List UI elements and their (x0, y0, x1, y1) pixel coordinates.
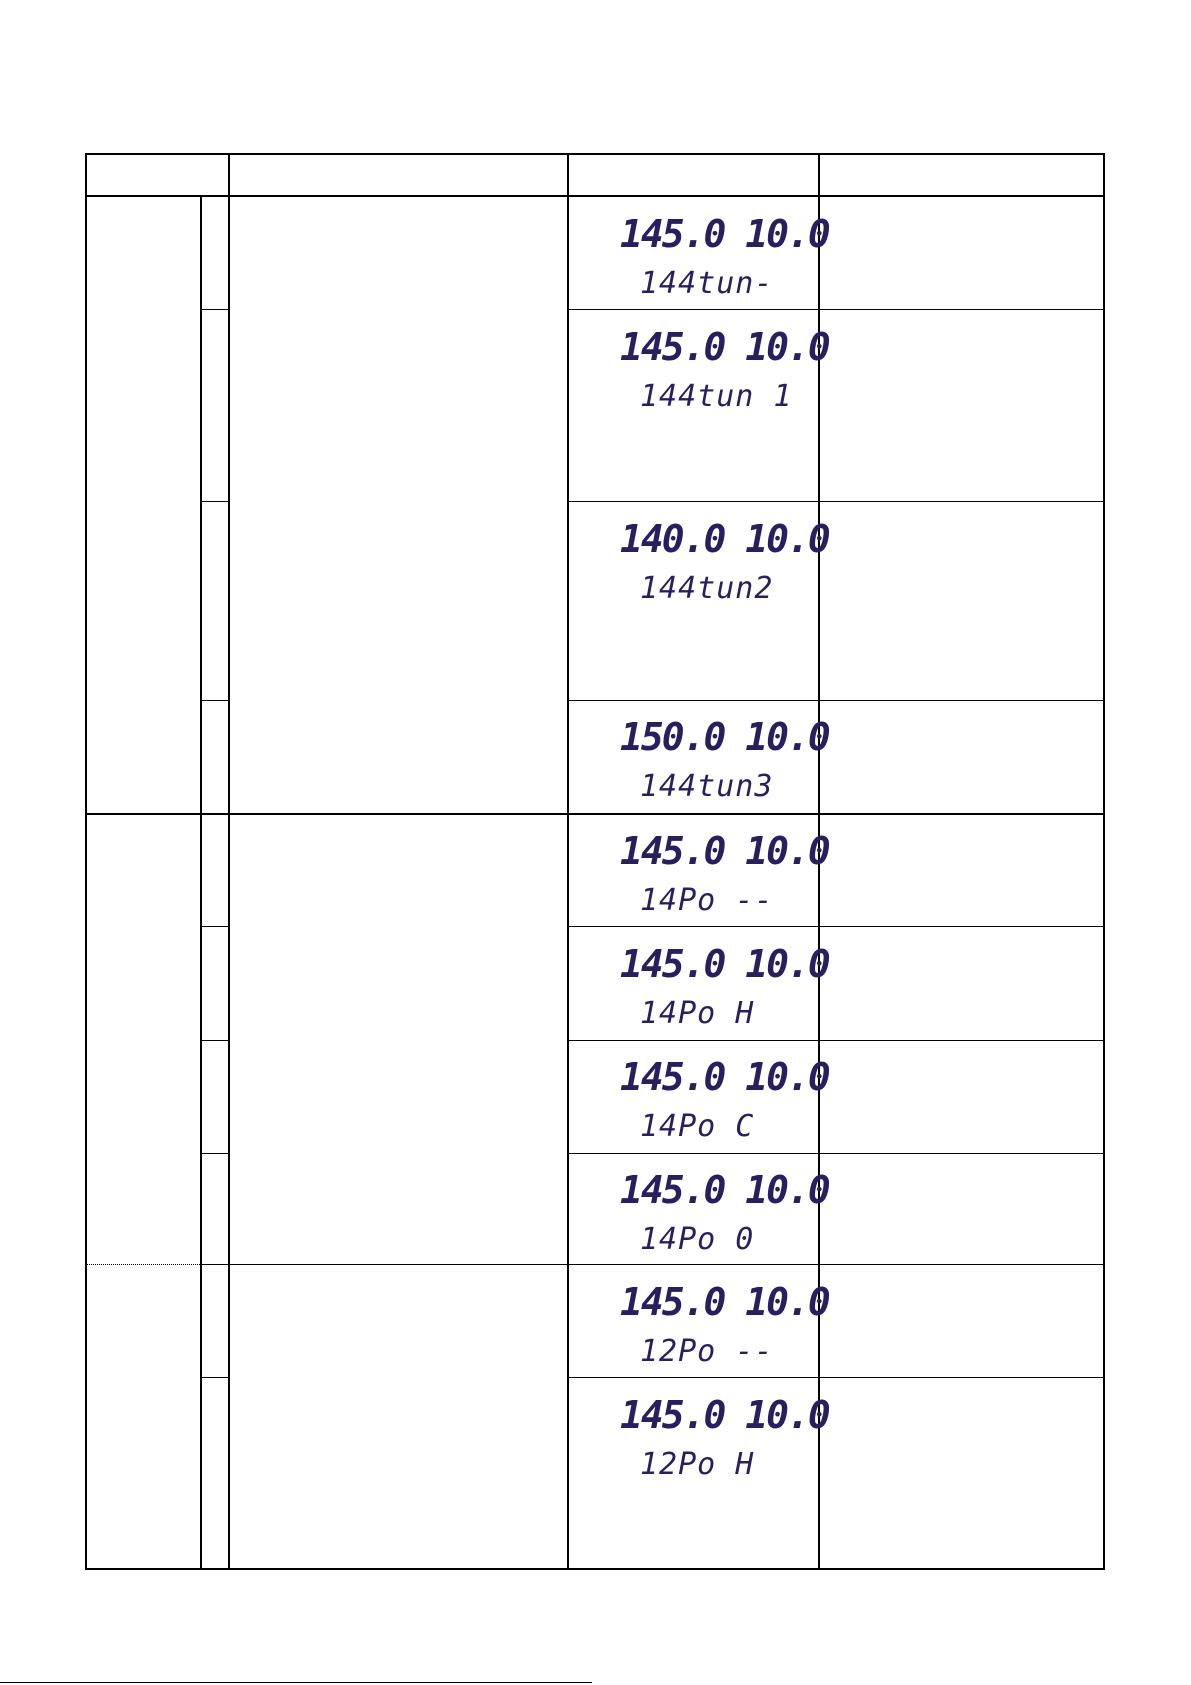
row-separator (567, 309, 1105, 310)
lcd-mode-readout: 12Po H (640, 1447, 755, 1482)
lcd-frequency-readout: 145.0 10.0 (620, 212, 829, 256)
header-divider-1 (228, 153, 230, 197)
lcd-frequency-readout: 145.0 10.0 (620, 829, 829, 873)
lcd-frequency-readout: 145.0 10.0 (620, 1168, 829, 1212)
lcd-display (568, 517, 829, 606)
row-separator (200, 309, 228, 310)
row-separator (567, 1040, 1105, 1041)
lcd-display (568, 715, 829, 804)
lcd-mode-readout: 144tun3 (640, 769, 774, 804)
table-left-border (85, 153, 87, 1570)
lcd-mode-readout: 14Po C (640, 1109, 755, 1144)
section-1-bottom-border (85, 813, 1105, 815)
row-separator (200, 501, 228, 502)
group-separator (200, 1264, 1105, 1265)
lcd-frequency-readout: 145.0 10.0 (620, 942, 829, 986)
lcd-display (568, 1168, 829, 1257)
lcd-mode-readout: 12Po -- (640, 1334, 774, 1369)
lcd-mode-readout: 144tun2 (640, 571, 774, 606)
lcd-frequency-readout: 145.0 10.0 (620, 1055, 829, 1099)
row-separator (567, 700, 1105, 701)
row-separator (567, 501, 1105, 502)
row-separator (567, 1153, 1105, 1154)
row-separator (200, 1040, 228, 1041)
header-bottom-border (85, 195, 1105, 197)
lcd-display (568, 212, 829, 301)
table-right-border (1103, 153, 1105, 1570)
row-separator (200, 926, 228, 927)
lcd-mode-readout: 14Po 0 (640, 1222, 755, 1257)
lcd-display (568, 942, 829, 1031)
step-column-left-border (200, 195, 202, 1570)
lcd-display (568, 1055, 829, 1144)
lcd-mode-readout: 144tun 1 (640, 379, 793, 414)
lcd-frequency-readout: 150.0 10.0 (620, 715, 829, 759)
dotted-separator (87, 1264, 200, 1265)
lcd-display (568, 1280, 829, 1369)
row-separator (567, 1377, 1105, 1378)
step-column-right-border (228, 195, 230, 1570)
lcd-display (568, 829, 829, 918)
lcd-mode-readout: 14Po H (640, 996, 755, 1031)
lcd-display (568, 325, 829, 414)
lcd-display (568, 1393, 829, 1482)
row-separator (567, 926, 1105, 927)
table-top-border (85, 153, 1105, 155)
lcd-frequency-readout: 145.0 10.0 (620, 1280, 829, 1324)
row-separator (200, 700, 228, 701)
lcd-frequency-readout: 145.0 10.0 (620, 325, 829, 369)
lcd-mode-readout: 144tun- (640, 266, 774, 301)
row-separator (200, 1377, 228, 1378)
footer-rule (0, 1682, 592, 1683)
lcd-mode-readout: 14Po -- (640, 883, 774, 918)
lcd-frequency-readout: 145.0 10.0 (620, 1393, 829, 1437)
table-bottom-border (85, 1568, 1105, 1570)
lcd-frequency-readout: 140.0 10.0 (620, 517, 829, 561)
row-separator (200, 1153, 228, 1154)
